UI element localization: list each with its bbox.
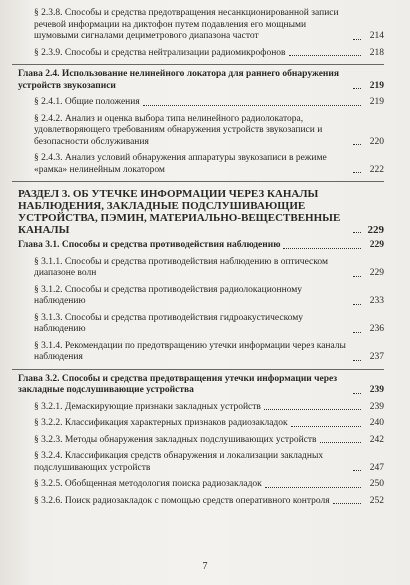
dot-leader [353,276,361,277]
dot-leader [291,426,361,427]
toc-page-number: 240 [369,418,384,428]
toc-entry-title: § 3.1.2. Способы и средства противодействия радиолокационному наблюдению [34,284,303,306]
toc-entry-3-1-2 [12,285,384,308]
toc-entry-3-2-2 [12,418,384,430]
toc-page-number: 218 [369,47,384,58]
toc-entry-2-3-8 [12,8,384,43]
toc-entry-3-1-4 [12,341,384,364]
toc-chapter-3-2 [12,374,384,397]
dot-leader [353,304,361,305]
table-of-contents [12,8,384,512]
toc-entry-title: § 2.4.2. Анализ и оценка выбора типа нелинейного радиолокатора, удовлетворяющего требованиям обнаружения устройств звукозаписи и безопасности обслуживания [34,113,323,147]
toc-page-number: 229 [367,224,384,236]
dot-leader [353,332,361,333]
toc-section-3 [12,188,384,236]
dot-leader [353,39,361,40]
dot-leader [353,172,361,173]
dot-leader [353,88,361,89]
dot-leader [353,360,361,361]
page-number: 7 [202,561,208,572]
toc-entry-title: § 2.4.1. Общие положения [34,97,140,107]
toc-page-number: 229 [369,268,384,278]
dot-leader [143,105,361,106]
toc-entry-title: § 3.1.4. Рекомендации по предотвращению утечки информации через каналы наблюдения [34,340,346,362]
toc-entry-3-2-5 [12,479,384,491]
toc-entry-title: § 3.2.2. Классификация характерных признаков радиозакладок [34,418,288,428]
toc-page-number: 239 [369,401,384,412]
toc-entry-title: РАЗДЕЛ 3. ОБ УТЕЧКЕ ИНФОРМАЦИИ ЧЕРЕЗ КАНАЛЫ НАБЛЮДЕНИЯ, ЗАКЛАДНЫЕ ПОДСЛУШИВАЮЩИЕ УСТРОЙСТВА, ПЭМИН, МАТЕРИАЛЬНО-ВЕЩЕСТВЕННЫЕ КАНАЛЫ [18,188,341,236]
dot-leader [353,232,361,233]
dot-leader [289,55,361,56]
toc-entry-title: § 2.3.9. Способы и средства нейтрализации радиомикрофонов [34,47,286,58]
dot-leader [320,442,361,443]
toc-entry-title: § 3.1.3. Способы и средства противодействия гидроакустическому наблюдению [34,312,304,334]
toc-entry-title: § 3.2.4. Классификация средств обнаружения и локализации закладных подслушивающих устройств [34,451,324,473]
toc-page-number: 229 [369,240,384,250]
toc-entry-2-4-3 [12,153,384,176]
divider [12,369,384,370]
toc-entry-3-2-3 [12,435,384,447]
toc-page-number: 214 [369,31,384,41]
toc-chapter-3-1 [12,240,384,252]
toc-entry-title: § 3.2.3. Методы обнаружения закладных подслушивающих устройств [34,434,317,445]
dot-leader [353,144,361,145]
toc-entry-3-2-1 [12,402,384,414]
dot-leader [264,409,361,410]
toc-entry-title: § 3.2.6. Поиск радиозакладок с помощью средств оперативного контроля [34,495,330,506]
toc-entry-2-4-1 [12,97,384,109]
toc-page-number: 250 [369,479,384,489]
toc-entry-2-4-2 [12,114,384,149]
toc-page-number: 233 [369,296,384,306]
toc-entry-2-3-9 [12,48,384,60]
dot-leader [265,487,361,488]
toc-page-number: 237 [369,352,384,362]
toc-page-number: 239 [369,385,384,395]
toc-entry-3-1-1 [12,257,384,280]
toc-page-number: 220 [369,136,384,147]
toc-page-number: 242 [369,434,384,445]
toc-entry-title: § 2.3.8. Способы и средства предотвращения несанкционированной записи речевой информации на диктофон путем подавления его мощными шумовыми сигналами дециметрового диапазона частот [34,8,339,41]
toc-entry-3-2-4 [12,451,384,474]
dot-leader [283,248,361,249]
toc-page-number: 236 [369,324,384,334]
dot-leader [333,503,361,504]
divider [12,64,384,65]
toc-entry-title: § 3.2.5. Обобщенная методология поиска радиозакладок [34,479,262,489]
divider [12,181,384,182]
toc-entry-title: Глава 2.4. Использование нелинейного локатора для раннего обнаружения устройств звукозаписи [18,69,340,91]
dot-leader [353,470,361,471]
toc-entry-title: Глава 3.2. Способы и средства предотвращения утечки информации через закладные подслушивающие устройства [18,373,338,395]
toc-entry-3-2-6 [12,496,384,508]
dot-leader [353,393,361,394]
toc-entry-title: § 2.4.3. Анализ условий обнаружения аппаратуры звукозаписи в режиме «рамка» нелинейным локатором [34,153,327,175]
toc-page-number: 219 [369,80,384,91]
toc-page-number: 247 [369,462,384,473]
toc-entry-title: § 3.2.1. Демаскирующие признаки закладных устройств [34,401,261,412]
toc-page-number: 222 [369,164,384,175]
toc-entry-title: § 3.1.1. Способы и средства противодействия наблюдению в оптическом диапазоне волн [34,256,328,278]
toc-page-number: 252 [369,495,384,506]
toc-page-number: 219 [369,97,384,107]
toc-chapter-2-4 [12,69,384,92]
toc-entry-title: Глава 3.1. Способы и средства противодействия наблюдению [18,240,281,250]
toc-entry-3-1-3 [12,313,384,336]
